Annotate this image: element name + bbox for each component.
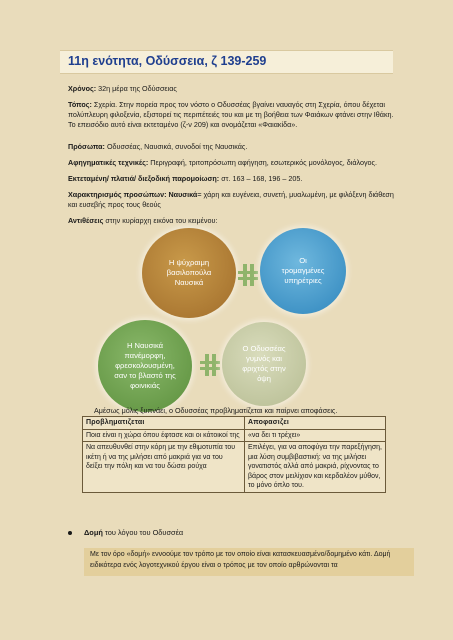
table-row: [83, 429, 386, 442]
circle-beautiful-nausicaa: [98, 320, 192, 412]
antitheseis-value: στην κυρίαρχη εικόνα του κειμένου:: [103, 216, 218, 225]
antitheseis-line: [68, 216, 398, 226]
circle-line: όψη: [257, 374, 271, 383]
definition-note: Με τον όρο «δομή» εννοούμε τον τρόπο με τον οποίο είναι κατασκευασμένο/δομημένο κάτι. Δομή ειδικότερα ενός λογοτεχνικού έργου είναι ο τρόπος με τον οποίο αρθρώνονται τα: [84, 548, 414, 576]
circle-line: Ναυσικά: [174, 278, 204, 287]
circle-line: γυμνός και: [246, 354, 282, 363]
characters-value: = χάρη και ευγένεια, συνετή, μυαλωμένη, με φιλόξενη διάθεση και ευσεβής προς τους θεούς: [68, 190, 394, 209]
extended-line: [68, 174, 398, 184]
bullet-value: του λόγου του Οδυσσέα: [102, 528, 184, 537]
prosopa-value: Οδυσσέας, Ναυσικά, συνοδοί της Ναυσικάς.: [106, 142, 248, 151]
topos-value: Σχερία. Στην πορεία προς τον νόστο ο Οδυσσέας βγαίνει ναυαγός στη Σχερία, όπου δέχεται πολύπλευρη φιλοξενία, εξιστορεί τις περιπέτειές του και με τη βοήθεια των Φαιάκων φτάνει στην Ιθάκη. Το επεισόδιο αυτό είναι εκτεταμένο (ζ-ν 209) και ονομάζεται «Φαιακίδα».: [68, 100, 394, 129]
structure-bullet: [84, 528, 183, 537]
table-header: Προβληματιζεται: [83, 417, 245, 430]
prosopa-line: [68, 142, 398, 152]
table-header: Αποφασιζει: [245, 417, 386, 430]
circle-calm-princess: [142, 228, 236, 318]
antitheseis-label: Αντιθέσεις: [68, 216, 104, 225]
circle-line: φρεσκολουσμένη,: [115, 361, 175, 370]
circle-scared-servants: [260, 228, 346, 314]
table-header-row: [83, 417, 386, 430]
circle-line: Η ψύχραιμη: [168, 258, 210, 267]
extended-label: Εκτεταμένη/ πλατιά/ διεξοδική παρομοίωση:: [68, 174, 220, 183]
bullet-label: Δομή: [84, 528, 103, 537]
characters-paragraph: [68, 190, 398, 210]
hash-symbol-icon: [198, 352, 222, 378]
bullet-icon: [68, 531, 72, 535]
hash-symbol-icon: [236, 262, 260, 288]
prosopa-label: Πρόσωπα:: [68, 142, 105, 151]
table-cell: «να δει τι τρέχει»: [245, 429, 386, 442]
circle-line: πανέμορφη,: [124, 351, 166, 360]
page-title: 11η ενότητα, Οδύσσεια, ζ 139-259: [68, 54, 267, 68]
circle-naked-odysseus: [222, 322, 306, 406]
chronos-value: 32η μέρα της Οδύσσειας: [98, 84, 177, 93]
techniques-label: Αφηγηματικές τεχνικές:: [68, 158, 149, 167]
extended-value: στ. 163 – 168, 196 – 205.: [221, 174, 303, 183]
chronos-line: [68, 84, 398, 94]
table-cell: Επιλέγει, για να αποφύγει την παρεξήγηση, μια λύση συμβιβαστική: να της μιλήσει γονατιστός αλλά από μακριά, ρίχνοντας το βάρος στον μειλίχιον και κερδαλέον μύθον, το μόνο όπλο του.: [245, 442, 386, 493]
circle-line: φοινικιάς: [130, 381, 160, 390]
circle-line: υπηρέτριες: [284, 276, 322, 285]
topos-paragraph: [68, 100, 398, 130]
circle-line: Η Ναυσικά: [126, 341, 164, 350]
techniques-line: [68, 158, 398, 168]
characters-label: Χαρακτηρισμός προσώπων: Ναυσικά: [68, 190, 198, 199]
techniques-value: Περιγραφή, τριτοπρόσωπη αφήγηση, εσωτερικός μονόλογος, διάλογος.: [150, 158, 378, 167]
table-cell: Να απευθυνθεί στην κόρη με την εθιμοτυπία του ικέτη ή να της μιλήσει από μακριά για να του δείξει την πόλη και να του δώσει ρούχα: [83, 442, 245, 493]
decision-table: [82, 416, 386, 493]
table-cell: Ποια είναι η χώρα όπου έφτασε και οι κάτοικοί της: [83, 429, 245, 442]
circle-line: σαν το βλαστό της: [114, 371, 176, 380]
circle-line: Οι: [299, 256, 307, 265]
table-intro: Αμέσως μόλις ξυπνάει, ο Οδυσσέας προβληματίζεται και παίρνει αποφάσεις.: [94, 406, 338, 415]
topos-label: Τόπος:: [68, 100, 92, 109]
circle-line: βασιλοπούλα: [166, 268, 212, 277]
chronos-label: Χρόνος:: [68, 84, 97, 93]
circle-line: τρομαγμένες: [281, 266, 325, 275]
circle-line: Ο Οδυσσέας: [242, 344, 286, 353]
circle-line: φριχτός στην: [242, 364, 286, 373]
table-row: [83, 442, 386, 493]
